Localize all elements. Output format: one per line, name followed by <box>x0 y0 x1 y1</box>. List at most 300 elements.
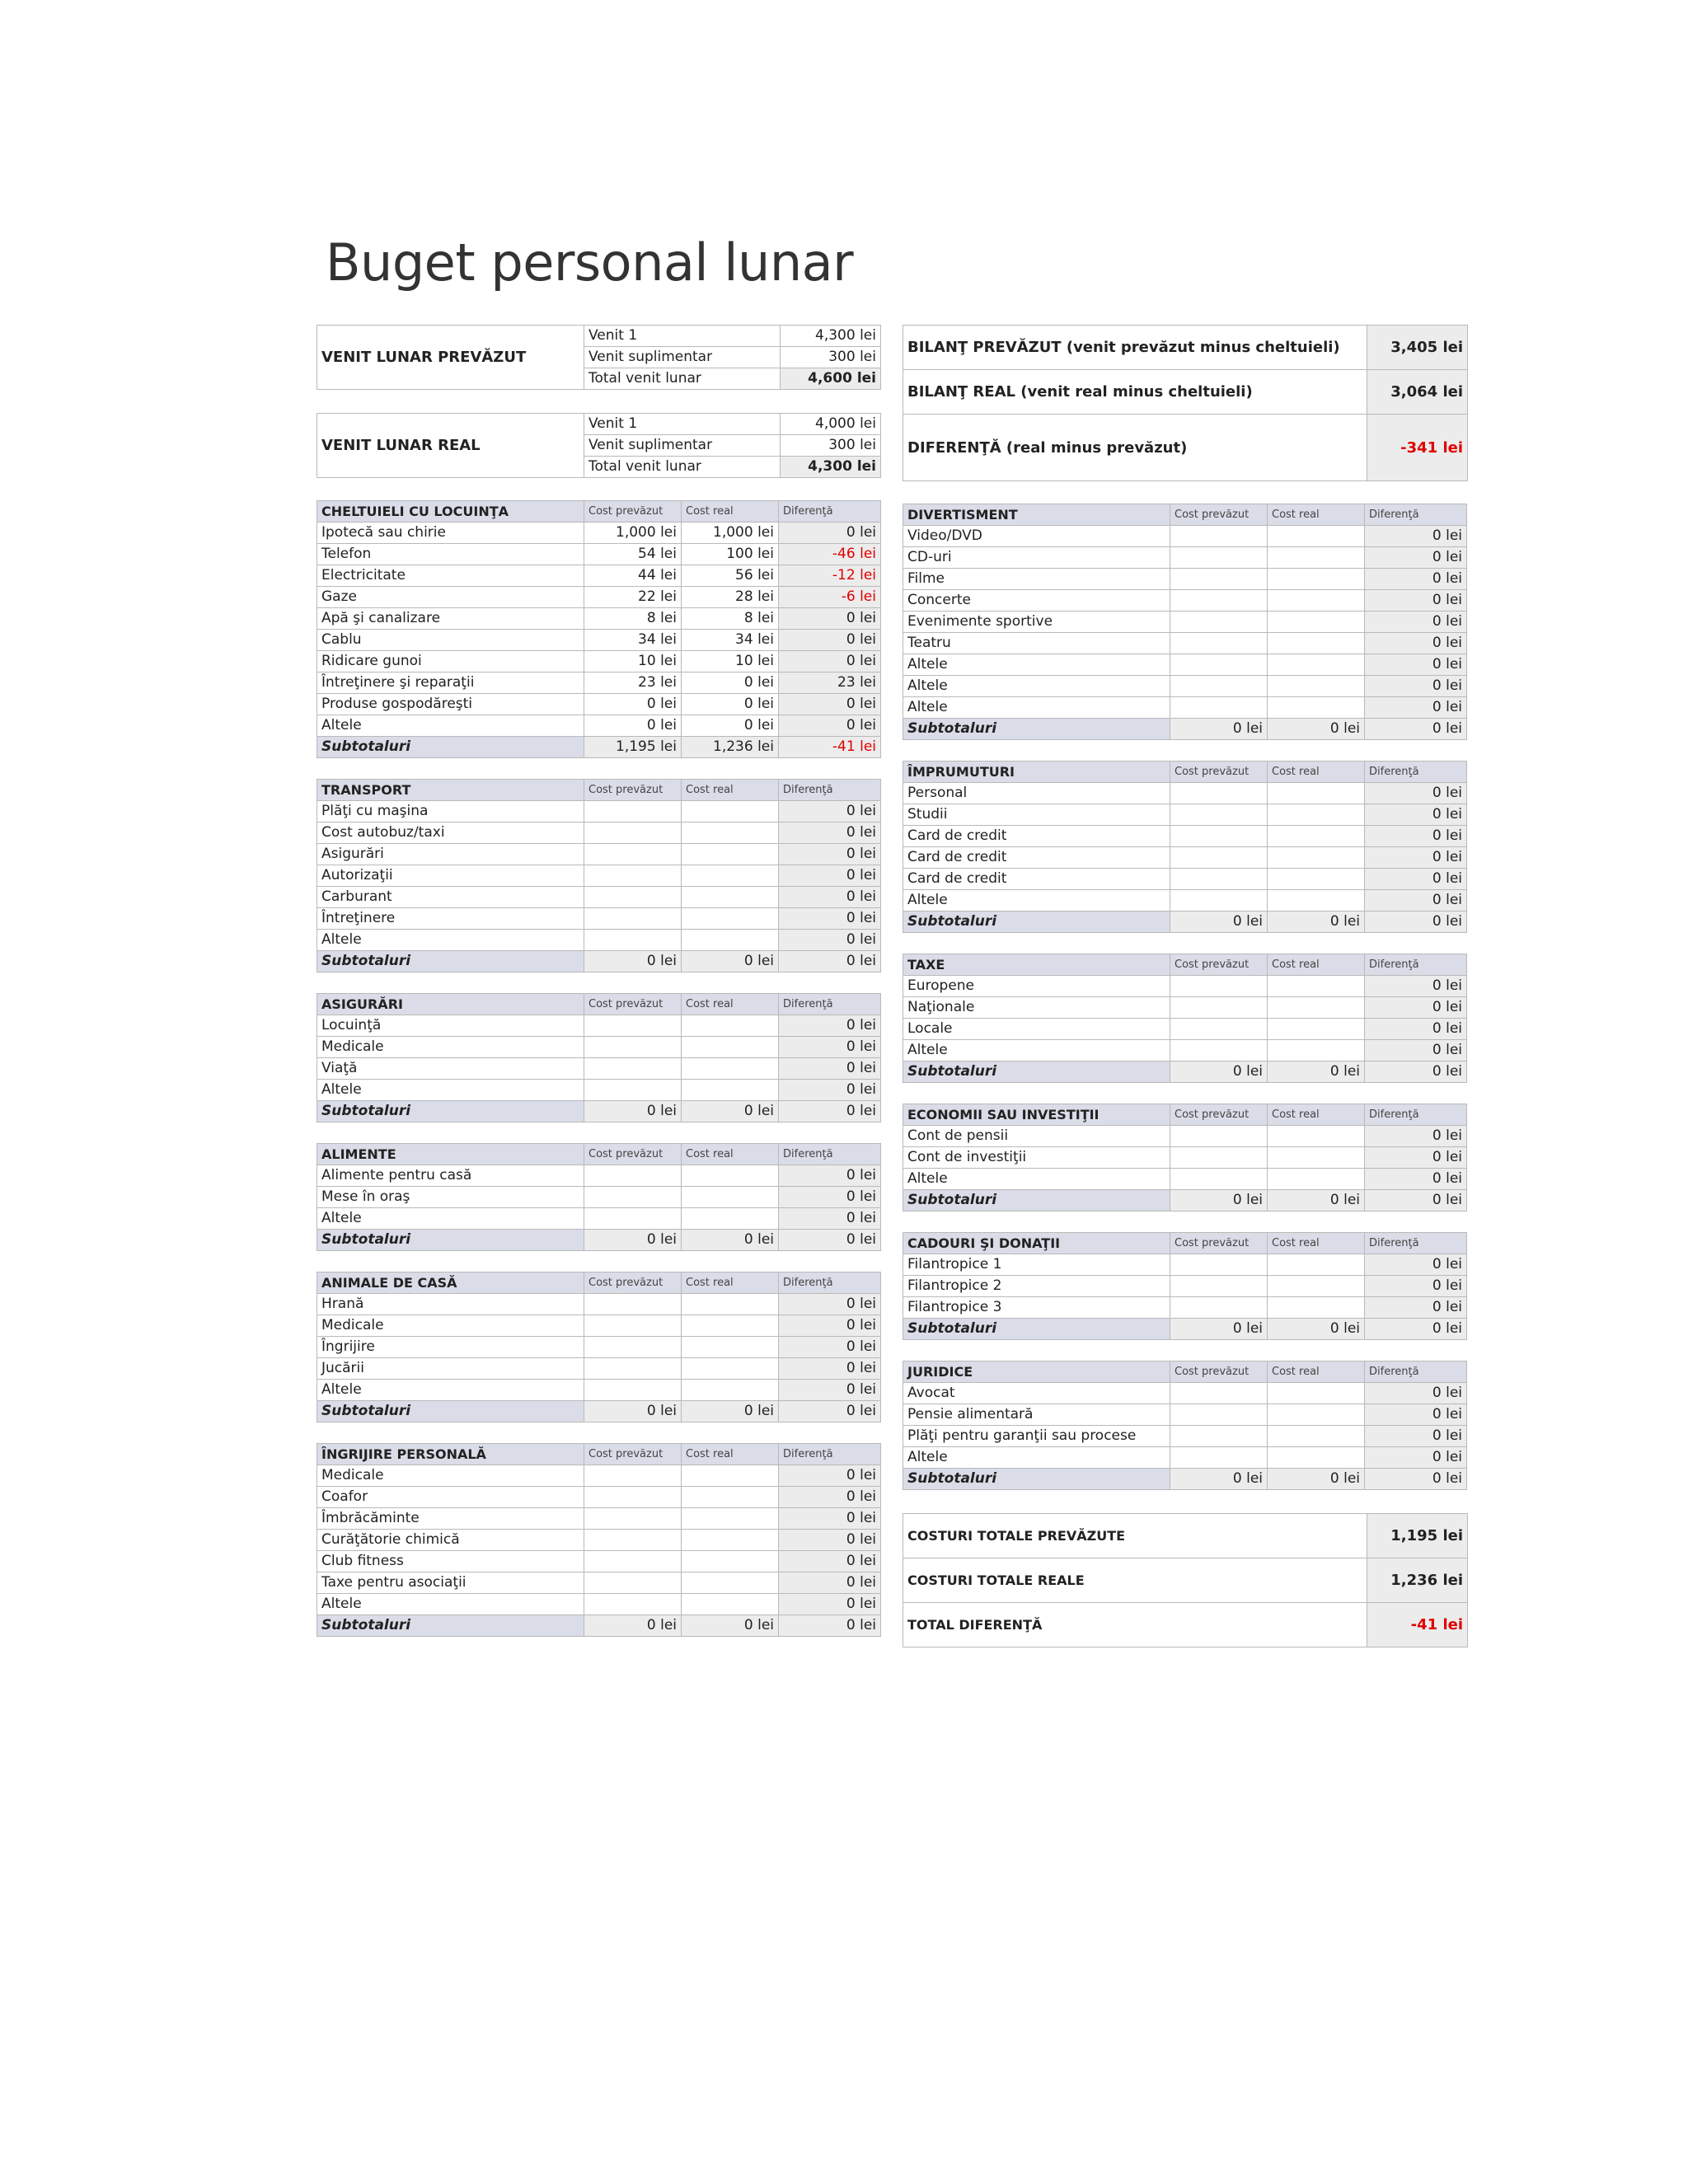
row-label: Îmbrăcăminte <box>317 1508 584 1530</box>
planned-cost-cell <box>584 823 682 844</box>
planned-cost-cell <box>584 865 682 887</box>
row-label: Alimente pentru casă <box>317 1165 584 1187</box>
section-title: ALIMENTE <box>317 1144 584 1165</box>
difference-cell: 0 lei <box>779 1080 881 1101</box>
difference-cell: -6 lei <box>779 587 881 608</box>
section-title: TAXE <box>903 954 1170 976</box>
subtotal-row <box>903 719 1467 740</box>
row-label: Altele <box>317 1080 584 1101</box>
expense-section-table <box>316 1272 881 1422</box>
row-label: Personal <box>903 783 1170 804</box>
row-label: Filantropice 3 <box>903 1297 1170 1319</box>
difference-cell: 0 lei <box>1365 1297 1467 1319</box>
column-header-planned: Cost prevăzut <box>1170 762 1268 783</box>
planned-cost-cell <box>584 1208 682 1230</box>
actual-cost-cell <box>1268 783 1365 804</box>
difference-cell: 0 lei <box>779 630 881 651</box>
subtotal-label: Subtotaluri <box>903 1062 1170 1083</box>
balance-planned-value: 3,405 lei <box>1367 326 1468 370</box>
table-row <box>903 1276 1467 1297</box>
difference-cell: 0 lei <box>779 1315 881 1337</box>
income-planned-row-value: 300 lei <box>781 347 881 368</box>
row-label: Altele <box>317 930 584 951</box>
right-expense-sections <box>903 504 1467 1490</box>
table-row <box>317 565 881 587</box>
difference-cell: 0 lei <box>1365 1126 1467 1147</box>
table-row <box>903 1147 1467 1169</box>
planned-cost-cell: 44 lei <box>584 565 682 587</box>
subtotal-row <box>317 1230 881 1251</box>
table-row <box>903 590 1467 612</box>
row-label: Ipotecă sau chirie <box>317 523 584 544</box>
table-row <box>903 676 1467 697</box>
income-planned-table <box>316 325 881 390</box>
planned-cost-cell <box>1170 1126 1268 1147</box>
row-label: Altele <box>903 676 1170 697</box>
expense-section-table <box>903 1232 1467 1340</box>
actual-cost-cell <box>1268 569 1365 590</box>
column-header-planned: Cost prevăzut <box>1170 1233 1268 1254</box>
column-header-planned: Cost prevăzut <box>584 1444 682 1465</box>
column-header-difference: Diferenţă <box>1365 504 1467 526</box>
column-header-actual: Cost real <box>1268 1361 1365 1383</box>
subtotal-actual: 0 lei <box>1268 1319 1365 1340</box>
actual-cost-cell <box>1268 1404 1365 1426</box>
table-row <box>903 1297 1467 1319</box>
planned-cost-cell <box>1170 976 1268 997</box>
planned-cost-cell <box>1170 1040 1268 1062</box>
table-row <box>903 997 1467 1019</box>
total-diff-label: TOTAL DIFERENŢĂ <box>903 1603 1367 1647</box>
planned-cost-cell <box>1170 697 1268 719</box>
table-row <box>903 1040 1467 1062</box>
planned-cost-cell <box>584 1015 682 1037</box>
actual-cost-cell <box>682 1380 779 1401</box>
subtotal-difference: 0 lei <box>779 1230 881 1251</box>
section-title: TRANSPORT <box>317 780 584 801</box>
balance-actual-label: BILANŢ REAL (venit real minus cheltuieli) <box>903 370 1367 415</box>
planned-cost-cell <box>584 1358 682 1380</box>
planned-cost-cell <box>1170 1019 1268 1040</box>
planned-cost-cell <box>1170 1383 1268 1404</box>
difference-cell: 0 lei <box>1365 1040 1467 1062</box>
planned-cost-cell <box>1170 847 1268 869</box>
column-header-difference: Diferenţă <box>779 1444 881 1465</box>
row-label: Locuinţă <box>317 1015 584 1037</box>
planned-cost-cell <box>584 1058 682 1080</box>
planned-cost-cell <box>584 1037 682 1058</box>
row-label: Telefon <box>317 544 584 565</box>
table-row <box>317 1380 881 1401</box>
section-title: ASIGURĂRI <box>317 994 584 1015</box>
section-title: DIVERTISMENT <box>903 504 1170 526</box>
row-label: Altele <box>317 1208 584 1230</box>
planned-cost-cell <box>584 1187 682 1208</box>
column-header-planned: Cost prevăzut <box>584 994 682 1015</box>
actual-cost-cell <box>1268 697 1365 719</box>
row-label: Club fitness <box>317 1551 584 1572</box>
difference-cell: 0 lei <box>1365 654 1467 676</box>
row-label: Locale <box>903 1019 1170 1040</box>
subtotal-actual: 0 lei <box>682 1615 779 1637</box>
table-row <box>317 865 881 887</box>
actual-cost-cell: 0 lei <box>682 715 779 737</box>
planned-cost-cell <box>1170 590 1268 612</box>
column-header-planned: Cost prevăzut <box>1170 1104 1268 1126</box>
planned-cost-cell <box>584 1465 682 1487</box>
planned-cost-cell <box>1170 804 1268 826</box>
planned-cost-cell <box>584 887 682 908</box>
row-label: CD-uri <box>903 547 1170 569</box>
difference-cell: 0 lei <box>1365 612 1467 633</box>
row-label: Plăţi pentru garanţii sau procese <box>903 1426 1170 1447</box>
page-title: Buget personal lunar <box>326 232 854 293</box>
table-row <box>317 1315 881 1337</box>
row-label: Carburant <box>317 887 584 908</box>
difference-cell: 0 lei <box>779 523 881 544</box>
table-row <box>903 1447 1467 1469</box>
difference-cell: 0 lei <box>1365 804 1467 826</box>
planned-cost-cell <box>584 1080 682 1101</box>
income-actual-row-value: 4,000 lei <box>781 414 881 435</box>
table-row <box>903 890 1467 912</box>
row-label: Plăţi cu maşina <box>317 801 584 823</box>
difference-cell: 0 lei <box>779 1508 881 1530</box>
actual-cost-cell <box>682 1208 779 1230</box>
actual-cost-cell <box>1268 826 1365 847</box>
row-label: Coafor <box>317 1487 584 1508</box>
section-header-row <box>903 954 1467 976</box>
planned-cost-cell: 23 lei <box>584 673 682 694</box>
table-row <box>317 651 881 673</box>
difference-cell: 0 lei <box>1365 976 1467 997</box>
subtotal-difference: -41 lei <box>779 737 881 758</box>
subtotal-label: Subtotaluri <box>903 719 1170 740</box>
income-actual-label: VENIT LUNAR REAL <box>317 414 584 478</box>
planned-cost-cell: 1,000 lei <box>584 523 682 544</box>
difference-cell: 0 lei <box>779 1294 881 1315</box>
table-row <box>317 1208 881 1230</box>
actual-cost-cell <box>682 1037 779 1058</box>
row-label: Taxe pentru asociaţii <box>317 1572 584 1594</box>
column-header-actual: Cost real <box>1268 1233 1365 1254</box>
subtotal-label: Subtotaluri <box>317 1101 584 1122</box>
table-row <box>903 783 1467 804</box>
planned-cost-cell <box>1170 997 1268 1019</box>
planned-cost-cell <box>1170 1426 1268 1447</box>
section-header-row <box>903 1104 1467 1126</box>
actual-cost-cell <box>682 1487 779 1508</box>
column-header-difference: Diferenţă <box>1365 762 1467 783</box>
actual-cost-cell <box>682 1594 779 1615</box>
subtotal-label: Subtotaluri <box>903 1319 1170 1340</box>
table-row <box>317 887 881 908</box>
difference-cell: 0 lei <box>1365 890 1467 912</box>
subtotal-row <box>903 1062 1467 1083</box>
column-header-difference: Diferenţă <box>1365 1104 1467 1126</box>
difference-cell: 0 lei <box>779 1551 881 1572</box>
difference-cell: 0 lei <box>779 694 881 715</box>
planned-cost-cell: 8 lei <box>584 608 682 630</box>
actual-cost-cell <box>1268 847 1365 869</box>
section-title: ÎNGRIJIRE PERSONALĂ <box>317 1444 584 1465</box>
difference-cell: 0 lei <box>779 844 881 865</box>
difference-cell: 0 lei <box>779 1058 881 1080</box>
section-header-row <box>317 1444 881 1465</box>
difference-cell: 0 lei <box>1365 1276 1467 1297</box>
column-header-actual: Cost real <box>682 1144 779 1165</box>
row-label: Mese în oraş <box>317 1187 584 1208</box>
total-actual-value: 1,236 lei <box>1367 1558 1468 1603</box>
row-label: Evenimente sportive <box>903 612 1170 633</box>
subtotal-planned: 0 lei <box>584 1230 682 1251</box>
section-header-row <box>317 1144 881 1165</box>
actual-cost-cell <box>682 1080 779 1101</box>
planned-cost-cell <box>584 1551 682 1572</box>
difference-cell: 0 lei <box>1365 526 1467 547</box>
column-header-actual: Cost real <box>1268 1104 1365 1126</box>
expense-section-table <box>316 993 881 1122</box>
actual-cost-cell <box>1268 1169 1365 1190</box>
difference-cell: 0 lei <box>779 887 881 908</box>
actual-cost-cell <box>682 865 779 887</box>
row-label: Îngrijire <box>317 1337 584 1358</box>
column-header-actual: Cost real <box>682 1272 779 1294</box>
difference-cell: 0 lei <box>1365 1447 1467 1469</box>
row-label: Video/DVD <box>903 526 1170 547</box>
table-row <box>903 547 1467 569</box>
column-header-planned: Cost prevăzut <box>584 501 682 523</box>
actual-cost-cell <box>682 1294 779 1315</box>
row-label: Întreţinere <box>317 908 584 930</box>
column-header-difference: Diferenţă <box>779 501 881 523</box>
table-row <box>903 1126 1467 1147</box>
table-row <box>317 673 881 694</box>
row-label: Medicale <box>317 1465 584 1487</box>
actual-cost-cell <box>682 1530 779 1551</box>
income-planned-row-value: 4,300 lei <box>781 326 881 347</box>
subtotal-difference: 0 lei <box>1365 1190 1467 1212</box>
difference-cell: 0 lei <box>779 1530 881 1551</box>
column-header-planned: Cost prevăzut <box>1170 1361 1268 1383</box>
actual-cost-cell <box>1268 1126 1365 1147</box>
planned-cost-cell <box>584 1337 682 1358</box>
column-header-difference: Diferenţă <box>779 780 881 801</box>
table-row <box>317 544 881 565</box>
planned-cost-cell <box>584 1508 682 1530</box>
subtotal-row <box>317 951 881 972</box>
difference-cell: 0 lei <box>779 1594 881 1615</box>
planned-cost-cell <box>1170 654 1268 676</box>
expense-section-table <box>903 504 1467 740</box>
planned-cost-cell: 34 lei <box>584 630 682 651</box>
table-row <box>317 844 881 865</box>
subtotal-planned: 0 lei <box>584 951 682 972</box>
difference-cell: 0 lei <box>1365 1019 1467 1040</box>
column-header-planned: Cost prevăzut <box>1170 504 1268 526</box>
actual-cost-cell <box>1268 547 1365 569</box>
balance-diff-label: DIFERENŢĂ (real minus prevăzut) <box>903 415 1367 481</box>
difference-cell: 0 lei <box>779 1337 881 1358</box>
actual-cost-cell <box>682 1165 779 1187</box>
actual-cost-cell: 10 lei <box>682 651 779 673</box>
row-label: Avocat <box>903 1383 1170 1404</box>
difference-cell: 0 lei <box>779 930 881 951</box>
section-header-row <box>317 1272 881 1294</box>
actual-cost-cell: 8 lei <box>682 608 779 630</box>
planned-cost-cell <box>584 844 682 865</box>
actual-cost-cell <box>1268 526 1365 547</box>
row-label: Ridicare gunoi <box>317 651 584 673</box>
table-row <box>317 1508 881 1530</box>
subtotal-planned: 1,195 lei <box>584 737 682 758</box>
table-row <box>317 1058 881 1080</box>
subtotal-difference: 0 lei <box>1365 912 1467 933</box>
planned-cost-cell <box>1170 890 1268 912</box>
row-label: Asigurări <box>317 844 584 865</box>
actual-cost-cell <box>1268 1040 1365 1062</box>
difference-cell: 0 lei <box>1365 1147 1467 1169</box>
actual-cost-cell <box>682 930 779 951</box>
actual-cost-cell <box>682 1315 779 1337</box>
income-planned-row-name: Venit 1 <box>584 326 781 347</box>
actual-cost-cell <box>1268 654 1365 676</box>
subtotal-difference: 0 lei <box>1365 1062 1467 1083</box>
section-title: JURIDICE <box>903 1361 1170 1383</box>
subtotal-row <box>903 1319 1467 1340</box>
row-label: Studii <box>903 804 1170 826</box>
subtotal-row <box>317 1401 881 1422</box>
actual-cost-cell <box>682 1551 779 1572</box>
column-header-actual: Cost real <box>1268 762 1365 783</box>
table-row <box>317 801 881 823</box>
income-planned-total-value: 4,600 lei <box>781 368 881 390</box>
column-header-planned: Cost prevăzut <box>584 780 682 801</box>
section-header-row <box>317 501 881 523</box>
subtotal-label: Subtotaluri <box>317 1615 584 1637</box>
planned-cost-cell <box>1170 1404 1268 1426</box>
difference-cell: 0 lei <box>779 1572 881 1594</box>
actual-cost-cell <box>682 908 779 930</box>
row-label: Europene <box>903 976 1170 997</box>
difference-cell: 0 lei <box>779 1208 881 1230</box>
actual-cost-cell <box>1268 869 1365 890</box>
subtotal-actual: 0 lei <box>682 1101 779 1122</box>
planned-cost-cell <box>584 1594 682 1615</box>
table-row <box>317 1080 881 1101</box>
row-label: Altele <box>317 1594 584 1615</box>
row-label: Altele <box>903 890 1170 912</box>
section-title: CADOURI ŞI DONAŢII <box>903 1233 1170 1254</box>
actual-cost-cell <box>682 801 779 823</box>
planned-cost-cell: 10 lei <box>584 651 682 673</box>
subtotal-label: Subtotaluri <box>317 1230 584 1251</box>
section-title: CHELTUIELI CU LOCUINŢA <box>317 501 584 523</box>
column-header-difference: Diferenţă <box>1365 1233 1467 1254</box>
planned-cost-cell <box>1170 1447 1268 1469</box>
subtotal-row <box>317 1101 881 1122</box>
section-header-row <box>317 994 881 1015</box>
row-label: Întreţinere şi reparaţii <box>317 673 584 694</box>
difference-cell: 0 lei <box>1365 633 1467 654</box>
row-label: Electricitate <box>317 565 584 587</box>
row-label: Curăţătorie chimică <box>317 1530 584 1551</box>
column-header-actual: Cost real <box>1268 504 1365 526</box>
difference-cell: 0 lei <box>779 1487 881 1508</box>
column-header-difference: Diferenţă <box>779 1272 881 1294</box>
difference-cell: 0 lei <box>1365 569 1467 590</box>
actual-cost-cell: 34 lei <box>682 630 779 651</box>
subtotal-difference: 0 lei <box>1365 1469 1467 1490</box>
subtotal-label: Subtotaluri <box>317 1401 584 1422</box>
difference-cell: 0 lei <box>779 608 881 630</box>
actual-cost-cell <box>1268 1019 1365 1040</box>
balance-diff-value: -341 lei <box>1367 415 1468 481</box>
planned-cost-cell <box>1170 676 1268 697</box>
table-row <box>903 654 1467 676</box>
actual-cost-cell <box>682 823 779 844</box>
income-actual-row-name: Venit 1 <box>584 414 781 435</box>
actual-cost-cell <box>682 1465 779 1487</box>
total-diff-value: -41 lei <box>1367 1603 1468 1647</box>
difference-cell: 0 lei <box>779 1165 881 1187</box>
subtotal-difference: 0 lei <box>779 1101 881 1122</box>
subtotal-difference: 0 lei <box>1365 719 1467 740</box>
row-label: Altele <box>903 697 1170 719</box>
row-label: Concerte <box>903 590 1170 612</box>
row-label: Altele <box>903 654 1170 676</box>
section-header-row <box>903 504 1467 526</box>
table-row <box>903 1254 1467 1276</box>
row-label: Cont de investiţii <box>903 1147 1170 1169</box>
table-row <box>903 633 1467 654</box>
table-row <box>317 1015 881 1037</box>
row-label: Altele <box>903 1169 1170 1190</box>
subtotal-actual: 0 lei <box>1268 912 1365 933</box>
table-row <box>903 1383 1467 1404</box>
planned-cost-cell <box>584 1572 682 1594</box>
subtotal-label: Subtotaluri <box>903 1469 1170 1490</box>
column-header-planned: Cost prevăzut <box>584 1144 682 1165</box>
table-row <box>317 608 881 630</box>
table-row <box>903 612 1467 633</box>
subtotal-planned: 0 lei <box>584 1101 682 1122</box>
actual-cost-cell: 28 lei <box>682 587 779 608</box>
income-actual-total-name: Total venit lunar <box>584 457 781 478</box>
table-row <box>903 847 1467 869</box>
section-header-row <box>903 762 1467 783</box>
expense-section-table <box>316 1143 881 1251</box>
total-planned-label: COSTURI TOTALE PREVĂZUTE <box>903 1514 1367 1558</box>
row-label: Altele <box>903 1040 1170 1062</box>
planned-cost-cell <box>1170 526 1268 547</box>
table-row <box>317 523 881 544</box>
actual-cost-cell <box>1268 633 1365 654</box>
actual-cost-cell <box>682 1358 779 1380</box>
table-row <box>317 1594 881 1615</box>
planned-cost-cell: 0 lei <box>584 715 682 737</box>
planned-cost-cell <box>1170 783 1268 804</box>
difference-cell: 0 lei <box>1365 1169 1467 1190</box>
row-label: Filantropice 2 <box>903 1276 1170 1297</box>
income-planned-label: VENIT LUNAR PREVĂZUT <box>317 326 584 390</box>
subtotal-label: Subtotaluri <box>317 951 584 972</box>
subtotal-actual: 0 lei <box>1268 1190 1365 1212</box>
row-label: Altele <box>317 715 584 737</box>
subtotal-row <box>317 1615 881 1637</box>
planned-cost-cell <box>1170 1254 1268 1276</box>
difference-cell: 0 lei <box>1365 676 1467 697</box>
